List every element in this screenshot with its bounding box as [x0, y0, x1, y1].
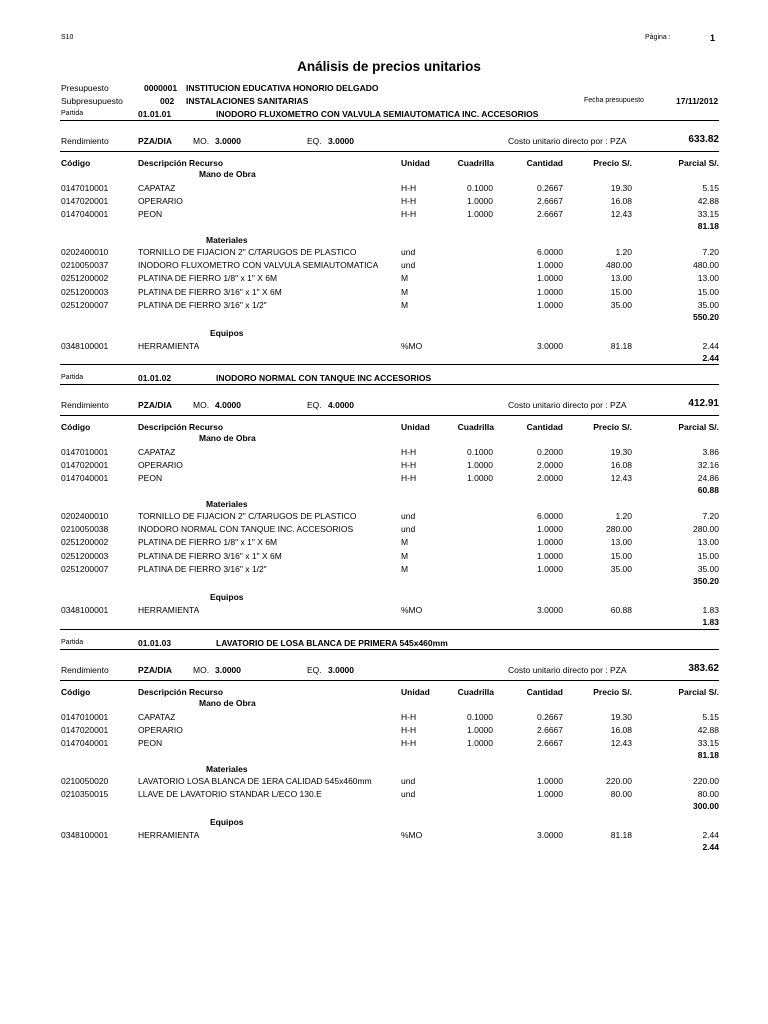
costo-label: Costo unitario directo por : PZA: [508, 136, 627, 146]
rendimiento-unit: PZA/DIA: [138, 136, 172, 146]
presupuesto-label: Presupuesto: [61, 83, 109, 93]
cell-descripcion: PLATINA DE FIERRO 1/8" x 1" X 6M: [138, 273, 278, 284]
cell-cuadrilla: 1.0000: [467, 473, 493, 484]
cell-parcial: 80.00: [697, 789, 719, 799]
cell-precio: 1.20: [615, 246, 632, 257]
cell-unidad: H-H: [401, 724, 417, 735]
equipos-total: 2.44: [702, 842, 719, 853]
cell-descripcion: PLATINA DE FIERRO 1/8" x 1" X 6M: [138, 537, 278, 548]
col-header-descripcion: Descripción Recurso: [138, 422, 224, 432]
page-number: 1: [710, 33, 716, 43]
cell-unidad: und: [401, 246, 416, 257]
col-header-precio: Precio S/.: [593, 687, 632, 697]
cell-codigo: 0348100001: [61, 604, 109, 615]
col-header-cantidad: Cantidad: [526, 158, 563, 168]
cell-cantidad: 1.0000: [537, 273, 563, 284]
costo-value: 633.82: [688, 134, 719, 145]
eq-value: 4.0000: [328, 400, 354, 410]
cell-codigo: 0210050037: [61, 260, 109, 270]
cell-codigo: 0210350015: [61, 789, 109, 799]
cell-precio: 16.08: [610, 459, 632, 470]
costo-value: 383.62: [688, 663, 719, 674]
cell-precio: 16.08: [610, 724, 632, 735]
mo-label: MO.: [193, 665, 210, 675]
materiales-total: 350.20: [693, 576, 719, 587]
col-header-precio: Precio S/.: [593, 422, 632, 432]
col-header-parcial: Parcial S/.: [678, 687, 719, 697]
cell-cantidad: 2.0000: [537, 459, 563, 470]
cell-unidad: M: [401, 299, 409, 310]
cell-unidad: H-H: [401, 195, 417, 206]
cell-parcial: 2.44: [702, 340, 719, 351]
cell-codigo: 0348100001: [61, 340, 109, 351]
cell-precio: 13.00: [610, 537, 632, 548]
costo-label: Costo unitario directo por : PZA: [508, 400, 627, 410]
group-materiales: Materiales: [206, 234, 248, 245]
cell-parcial: 5.15: [702, 182, 719, 193]
group-materiales: Materiales: [206, 498, 248, 509]
cell-descripcion: TORNILLO DE FIJACION 2" C/TARUGOS DE PLASTICO: [138, 246, 357, 257]
mo-value: 3.0000: [215, 136, 241, 146]
cell-cantidad: 6.0000: [537, 246, 563, 257]
cell-codigo: 0147010001: [61, 182, 109, 193]
cell-precio: 12.43: [610, 473, 632, 484]
mo-value: 4.0000: [215, 400, 241, 410]
cell-descripcion: PLATINA DE FIERRO 3/16" x 1" X 6M: [138, 286, 282, 297]
cell-precio: 16.08: [610, 195, 632, 206]
eq-value: 3.0000: [328, 136, 354, 146]
cell-precio: 60.88: [610, 604, 632, 615]
eq-value: 3.0000: [328, 665, 354, 675]
col-header-precio: Precio S/.: [593, 158, 632, 168]
cell-cantidad: 2.6667: [537, 724, 563, 735]
rendimiento-unit: PZA/DIA: [138, 400, 172, 410]
partida-underline: [60, 120, 719, 121]
eq-label: EQ.: [307, 665, 322, 675]
group-equipos: Equipos: [210, 816, 244, 827]
cell-parcial: 35.00: [697, 563, 719, 574]
cell-parcial: 15.00: [697, 286, 719, 297]
cell-parcial: 15.00: [697, 550, 719, 561]
cell-unidad: H-H: [401, 738, 417, 749]
cell-codigo: 0251200002: [61, 273, 109, 284]
section-divider: [60, 629, 719, 630]
cell-precio: 81.18: [610, 829, 632, 840]
cell-descripcion: TORNILLO DE FIJACION 2" C/TARUGOS DE PLASTICO: [138, 510, 357, 521]
cell-unidad: und: [401, 789, 416, 799]
cell-cantidad: 1.0000: [537, 260, 563, 270]
cell-cuadrilla: 1.0000: [467, 738, 493, 749]
page-label: Página :: [645, 34, 671, 41]
group-mano-de-obra: Mano de Obra: [199, 698, 256, 708]
partida-code: 01.01.03: [138, 638, 172, 648]
rendimiento-unit: PZA/DIA: [138, 665, 172, 675]
cell-cantidad: 3.0000: [537, 340, 563, 351]
cell-unidad: %MO: [401, 604, 423, 615]
equipos-total: 2.44: [702, 353, 719, 364]
col-header-cantidad: Cantidad: [526, 687, 563, 697]
cell-parcial: 42.88: [697, 195, 719, 206]
cell-codigo: 0251200002: [61, 537, 109, 548]
cell-unidad: M: [401, 550, 409, 561]
cell-precio: 35.00: [610, 299, 632, 310]
partida-name: INODORO NORMAL CON TANQUE INC ACCESORIOS: [216, 373, 432, 383]
cell-parcial: 220.00: [693, 775, 719, 786]
cell-codigo: 0147040001: [61, 473, 109, 484]
cell-parcial: 7.20: [702, 246, 719, 257]
mo-label: MO.: [193, 136, 210, 146]
cell-parcial: 33.15: [697, 209, 719, 220]
cell-precio: 220.00: [606, 775, 632, 786]
group-materiales: Materiales: [206, 763, 248, 774]
cell-unidad: %MO: [401, 829, 423, 840]
cell-unidad: M: [401, 286, 409, 297]
cell-cantidad: 0.2667: [537, 182, 563, 193]
presupuesto-code: 0000001: [144, 83, 178, 93]
col-header-cuadrilla: Cuadrilla: [457, 687, 494, 697]
cell-descripcion: CAPATAZ: [138, 182, 176, 193]
cell-codigo: 0251200003: [61, 286, 109, 297]
cell-parcial: 3.86: [702, 446, 719, 457]
eq-label: EQ.: [307, 400, 322, 410]
cell-parcial: 480.00: [693, 260, 719, 270]
col-header-descripcion: Descripción Recurso: [138, 687, 224, 697]
cell-descripcion: INODORO NORMAL CON TANQUE INC. ACCESORIOS: [138, 524, 354, 534]
costo-label: Costo unitario directo por : PZA: [508, 665, 627, 675]
subpresupuesto-label: Subpresupuesto: [61, 96, 123, 106]
cell-codigo: 0210050020: [61, 775, 109, 786]
cell-codigo: 0202400010: [61, 246, 109, 257]
cell-descripcion: HERRAMIENTA: [138, 829, 200, 840]
cell-descripcion: HERRAMIENTA: [138, 604, 200, 615]
cell-precio: 19.30: [610, 446, 632, 457]
costo-value: 412.91: [688, 398, 719, 409]
cell-cantidad: 2.6667: [537, 209, 563, 220]
col-header-descripcion: Descripción Recurso: [138, 158, 224, 168]
cell-unidad: H-H: [401, 711, 417, 722]
cell-codigo: 0147040001: [61, 209, 109, 220]
cell-cantidad: 1.0000: [537, 789, 563, 799]
cell-unidad: und: [401, 775, 416, 786]
cell-descripcion: OPERARIO: [138, 459, 183, 470]
partida-label: Partida: [61, 374, 84, 381]
partida-underline: [60, 384, 719, 385]
col-header-parcial: Parcial S/.: [678, 158, 719, 168]
col-header-cuadrilla: Cuadrilla: [457, 158, 494, 168]
cell-descripcion: INODORO FLUXOMETRO CON VALVULA SEMIAUTOMATICA: [138, 260, 379, 270]
cell-cuadrilla: 0.1000: [467, 182, 493, 193]
cell-cuadrilla: 0.1000: [467, 711, 493, 722]
cell-parcial: 7.20: [702, 510, 719, 521]
cell-codigo: 0210050038: [61, 524, 109, 534]
col-header-codigo: Código: [61, 687, 91, 697]
cell-descripcion: CAPATAZ: [138, 446, 176, 457]
cell-precio: 1.20: [615, 510, 632, 521]
cell-cantidad: 3.0000: [537, 829, 563, 840]
cell-parcial: 1.83: [702, 604, 719, 615]
cell-parcial: 42.88: [697, 724, 719, 735]
cell-unidad: %MO: [401, 340, 423, 351]
presupuesto-name: INSTITUCION EDUCATIVA HONORIO DELGADO: [186, 83, 379, 93]
cell-cantidad: 1.0000: [537, 299, 563, 310]
cell-precio: 19.30: [610, 711, 632, 722]
col-header-unidad: Unidad: [401, 687, 430, 697]
cell-descripcion: LAVATORIO LOSA BLANCA DE 1ERA CALIDAD 545x460mm: [138, 775, 372, 786]
rendimiento-label: Rendimiento: [61, 400, 109, 410]
cell-codigo: 0348100001: [61, 829, 109, 840]
partida-name: LAVATORIO DE LOSA BLANCA DE PRIMERA 545x460mm: [216, 638, 448, 648]
cell-unidad: und: [401, 510, 416, 521]
cell-cantidad: 0.2000: [537, 446, 563, 457]
cell-cuadrilla: 0.1000: [467, 446, 493, 457]
cell-codigo: 0147020001: [61, 459, 109, 470]
cell-parcial: 32.16: [697, 459, 719, 470]
cell-descripcion: HERRAMIENTA: [138, 340, 200, 351]
cell-parcial: 24.86: [697, 473, 719, 484]
col-header-codigo: Código: [61, 422, 91, 432]
cell-cuadrilla: 1.0000: [467, 195, 493, 206]
cell-parcial: 13.00: [697, 537, 719, 548]
cell-descripcion: PLATINA DE FIERRO 3/16" x 1/2": [138, 299, 267, 310]
rendimiento-underline: [60, 151, 719, 152]
col-header-codigo: Código: [61, 158, 91, 168]
cell-codigo: 0147010001: [61, 446, 109, 457]
group-equipos: Equipos: [210, 591, 244, 602]
equipos-total: 1.83: [702, 617, 719, 628]
cell-precio: 35.00: [610, 563, 632, 574]
page-title: Análisis de precios unitarios: [297, 59, 481, 74]
section-divider: [60, 364, 719, 365]
partida-code: 01.01.01: [138, 109, 172, 119]
cell-precio: 15.00: [610, 286, 632, 297]
cell-unidad: H-H: [401, 182, 417, 193]
cell-unidad: M: [401, 537, 409, 548]
cell-precio: 12.43: [610, 209, 632, 220]
cell-unidad: H-H: [401, 459, 417, 470]
cell-cantidad: 1.0000: [537, 775, 563, 786]
cell-precio: 80.00: [610, 789, 632, 799]
cell-descripcion: PEON: [138, 209, 163, 220]
cell-cantidad: 1.0000: [537, 563, 563, 574]
mo-value: 3.0000: [215, 665, 241, 675]
cell-codigo: 0147020001: [61, 724, 109, 735]
cell-codigo: 0147010001: [61, 711, 109, 722]
rendimiento-underline: [60, 415, 719, 416]
subpresupuesto-name: INSTALACIONES SANITARIAS: [186, 96, 309, 106]
cell-codigo: 0251200007: [61, 563, 109, 574]
col-header-cantidad: Cantidad: [526, 422, 563, 432]
cell-descripcion: LLAVE DE LAVATORIO STANDAR L/ECO 130.E: [138, 789, 322, 799]
group-mano-de-obra: Mano de Obra: [199, 433, 256, 443]
cell-parcial: 35.00: [697, 299, 719, 310]
cell-codigo: 0251200007: [61, 299, 109, 310]
cell-parcial: 13.00: [697, 273, 719, 284]
cell-unidad: H-H: [401, 446, 417, 457]
cell-precio: 81.18: [610, 340, 632, 351]
partida-label: Partida: [61, 110, 84, 117]
cell-cuadrilla: 1.0000: [467, 459, 493, 470]
report-code: S10: [61, 34, 74, 41]
cell-cantidad: 6.0000: [537, 510, 563, 521]
cell-descripcion: PLATINA DE FIERRO 3/16" x 1" X 6M: [138, 550, 282, 561]
rendimiento-label: Rendimiento: [61, 136, 109, 146]
col-header-unidad: Unidad: [401, 422, 430, 432]
cell-descripcion: CAPATAZ: [138, 711, 176, 722]
mano-total: 81.18: [697, 221, 719, 232]
cell-unidad: M: [401, 273, 409, 284]
cell-unidad: H-H: [401, 473, 417, 484]
col-header-cuadrilla: Cuadrilla: [457, 422, 494, 432]
cell-parcial: 5.15: [702, 711, 719, 722]
col-header-parcial: Parcial S/.: [678, 422, 719, 432]
mano-total: 60.88: [697, 485, 719, 496]
cell-precio: 480.00: [606, 260, 632, 270]
partida-name: INODORO FLUXOMETRO CON VALVULA SEMIAUTOMATICA INC. ACCESORIOS: [216, 109, 539, 119]
partida-label: Partida: [61, 639, 84, 646]
cell-descripcion: OPERARIO: [138, 724, 183, 735]
cell-cantidad: 3.0000: [537, 604, 563, 615]
cell-parcial: 2.44: [702, 829, 719, 840]
partida-underline: [60, 649, 719, 650]
cell-codigo: 0251200003: [61, 550, 109, 561]
group-mano-de-obra: Mano de Obra: [199, 169, 256, 179]
cell-precio: 280.00: [606, 524, 632, 534]
cell-cuadrilla: 1.0000: [467, 209, 493, 220]
cell-cantidad: 1.0000: [537, 550, 563, 561]
cell-codigo: 0147040001: [61, 738, 109, 749]
mano-total: 81.18: [697, 750, 719, 761]
eq-label: EQ.: [307, 136, 322, 146]
cell-codigo: 0202400010: [61, 510, 109, 521]
cell-cantidad: 2.6667: [537, 195, 563, 206]
cell-unidad: M: [401, 563, 409, 574]
cell-cantidad: 2.0000: [537, 473, 563, 484]
cell-precio: 19.30: [610, 182, 632, 193]
cell-descripcion: PEON: [138, 473, 163, 484]
cell-unidad: H-H: [401, 209, 417, 220]
cell-precio: 13.00: [610, 273, 632, 284]
partida-code: 01.01.02: [138, 373, 172, 383]
cell-descripcion: PEON: [138, 738, 163, 749]
cell-precio: 15.00: [610, 550, 632, 561]
fecha-value: 17/11/2012: [676, 96, 719, 106]
cell-codigo: 0147020001: [61, 195, 109, 206]
cell-cuadrilla: 1.0000: [467, 724, 493, 735]
cell-descripcion: PLATINA DE FIERRO 3/16" x 1/2": [138, 563, 267, 574]
cell-cantidad: 1.0000: [537, 286, 563, 297]
cell-parcial: 280.00: [693, 524, 719, 534]
cell-cantidad: 1.0000: [537, 537, 563, 548]
cell-descripcion: OPERARIO: [138, 195, 183, 206]
materiales-total: 300.00: [693, 801, 719, 812]
fecha-label: Fecha presupuesto: [584, 97, 644, 104]
mo-label: MO.: [193, 400, 210, 410]
cell-cantidad: 0.2667: [537, 711, 563, 722]
materiales-total: 550.20: [693, 312, 719, 323]
cell-parcial: 33.15: [697, 738, 719, 749]
rendimiento-label: Rendimiento: [61, 665, 109, 675]
cell-cantidad: 1.0000: [537, 524, 563, 534]
subpresupuesto-code: 002: [160, 96, 175, 106]
col-header-unidad: Unidad: [401, 158, 430, 168]
cell-cantidad: 2.6667: [537, 738, 563, 749]
cell-unidad: und: [401, 260, 416, 270]
rendimiento-underline: [60, 680, 719, 681]
cell-precio: 12.43: [610, 738, 632, 749]
group-equipos: Equipos: [210, 327, 244, 338]
cell-unidad: und: [401, 524, 416, 534]
